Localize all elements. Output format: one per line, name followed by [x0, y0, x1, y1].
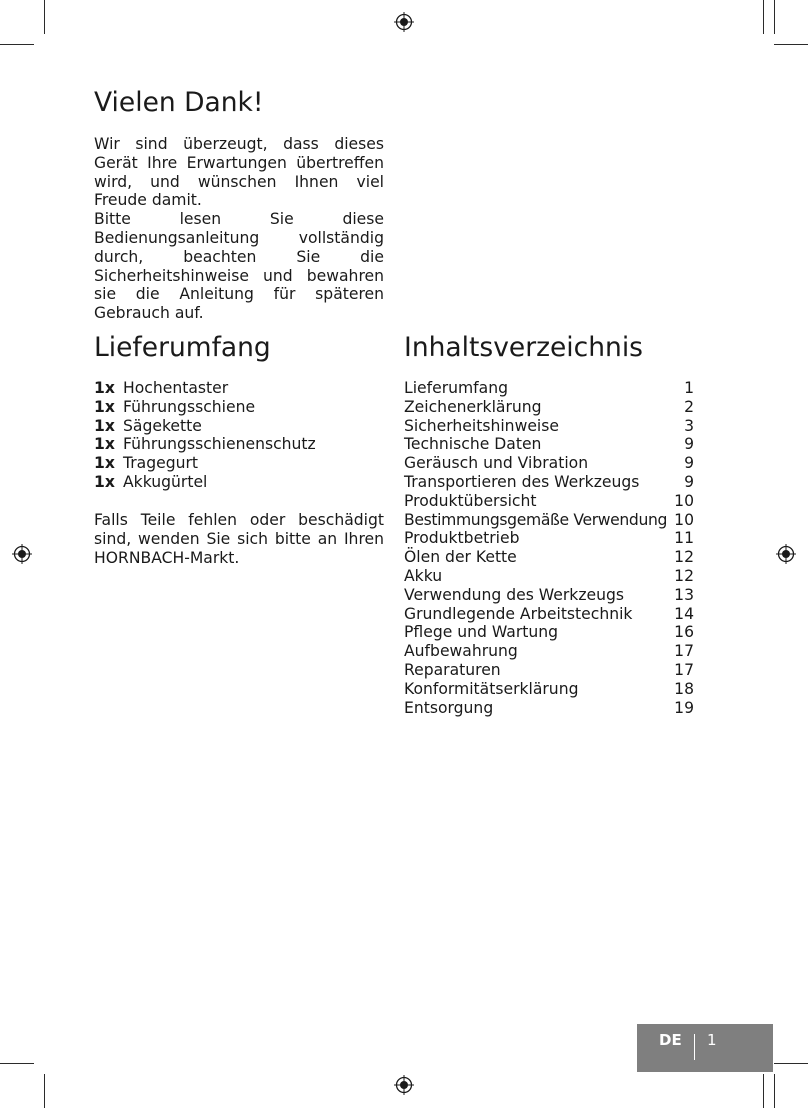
- toc-entry[interactable]: [404, 605, 694, 624]
- toc-entry[interactable]: [404, 417, 694, 436]
- item-quantity: 1x: [94, 454, 115, 473]
- toc-entry-page: 3: [684, 416, 694, 435]
- toc-entry-page: 10: [674, 491, 694, 510]
- crop-mark: [44, 1074, 45, 1108]
- item-quantity: 1x: [94, 472, 115, 491]
- list-item: [94, 473, 384, 492]
- list-item: [94, 454, 384, 473]
- toc-entry[interactable]: [404, 623, 694, 642]
- list-item: [94, 417, 384, 436]
- delivery-note-text: Falls Teile fehlen oder beschädigt sind, wenden Sie sich bitte an Ihren HORNBACH-Markt.: [94, 511, 384, 567]
- item-name: Führungsschiene: [123, 397, 256, 416]
- toc-entry-label: Produktübersicht: [404, 491, 537, 510]
- toc-entry[interactable]: [404, 529, 694, 548]
- crop-mark: [774, 1074, 775, 1108]
- toc-entry-page: 14: [674, 604, 694, 623]
- item-quantity: 1x: [94, 416, 115, 435]
- toc-entry-page: 16: [674, 623, 694, 642]
- table-of-contents: [404, 379, 694, 717]
- toc-entry[interactable]: [404, 398, 694, 417]
- toc-entry[interactable]: [404, 379, 694, 398]
- toc-entry-label: Lieferumfang: [404, 379, 509, 397]
- item-quantity: 1x: [94, 397, 115, 416]
- toc-entry-label: Produktbetrieb: [404, 529, 520, 548]
- item-name: Führungsschienenschutz: [123, 435, 316, 454]
- toc-entry[interactable]: [404, 699, 694, 718]
- toc-entry-label: Akku: [404, 566, 443, 585]
- toc-entry-label: Geräusch und Vibration: [404, 454, 589, 473]
- toc-entry[interactable]: [404, 567, 694, 586]
- toc-entry[interactable]: [404, 454, 694, 473]
- intro-text: [94, 135, 384, 323]
- toc-entry-label: Verwendung des Werkzeugs: [404, 585, 625, 604]
- crop-mark: [0, 44, 34, 45]
- toc-entry-page: 13: [674, 585, 694, 604]
- toc-entry-page: 12: [674, 566, 694, 585]
- crop-mark: [774, 1063, 808, 1064]
- crop-mark: [774, 0, 775, 34]
- registration-mark-icon: [12, 544, 32, 564]
- item-name: Tragegurt: [123, 454, 198, 473]
- page-number: 1: [707, 1031, 717, 1049]
- toc-entry-label: Entsorgung: [404, 698, 494, 717]
- crop-mark: [774, 44, 808, 45]
- toc-entry-page: 9: [684, 472, 694, 491]
- list-item: [94, 398, 384, 417]
- toc-entry-page: 10: [674, 510, 694, 529]
- toc-entry-page: 11: [674, 529, 694, 548]
- registration-mark-icon: [394, 1075, 414, 1095]
- toc-entry-page: 9: [684, 435, 694, 454]
- crop-mark: [44, 0, 45, 34]
- toc-entry[interactable]: [404, 492, 694, 511]
- item-quantity: 1x: [94, 435, 115, 454]
- toc-entry[interactable]: [404, 548, 694, 567]
- toc-entry-label: Pflege und Wartung: [404, 623, 559, 642]
- toc-entry-label: Ölen der Kette: [404, 548, 517, 567]
- intro-paragraph: Bitte lesen Sie diese Bedienungsanleitung vollständig durch, beachten Sie die Sicherheitshinweise und bewahren sie die Anleitung für späteren Gebrauch auf.: [94, 210, 384, 323]
- toc-entry-label: Zeichenerklärung: [404, 397, 542, 416]
- toc-entry-label: Grundlegende Arbeitstechnik: [404, 604, 633, 623]
- list-item: [94, 379, 384, 398]
- intro-title: Vielen Dank!: [94, 87, 264, 118]
- toc-entry[interactable]: [404, 661, 694, 680]
- toc-entry[interactable]: [404, 586, 694, 605]
- registration-mark-icon: [394, 12, 414, 32]
- item-name: Hochentaster: [123, 379, 229, 397]
- toc-entry-page: 2: [684, 397, 694, 416]
- toc-entry-label: Aufbewahrung: [404, 642, 518, 661]
- tab-divider: [694, 1034, 695, 1060]
- toc-entry-page: 18: [674, 679, 694, 698]
- delivery-title: Lieferumfang: [94, 332, 271, 363]
- toc-entry-page: 9: [684, 454, 694, 473]
- page-tab: [637, 1024, 773, 1072]
- registration-mark-icon: [776, 544, 796, 564]
- toc-entry-page: 12: [674, 548, 694, 567]
- item-name: Sägekette: [123, 416, 202, 435]
- toc-entry-page: 1: [684, 379, 694, 397]
- crop-mark: [763, 0, 764, 34]
- toc-entry-label: Bestimmungsgemäße Verwendung: [404, 510, 668, 529]
- toc-entry-label: Sicherheitshinweise: [404, 416, 559, 435]
- list-item: [94, 435, 384, 454]
- toc-entry[interactable]: [404, 511, 694, 530]
- language-code: DE: [659, 1031, 682, 1049]
- delivery-note: [94, 511, 384, 567]
- toc-entry-label: Reparaturen: [404, 660, 501, 679]
- toc-title: Inhaltsverzeichnis: [404, 332, 643, 363]
- toc-entry-page: 17: [674, 642, 694, 661]
- crop-mark: [763, 1074, 764, 1108]
- toc-entry-label: Konformitätserklärung: [404, 679, 579, 698]
- toc-entry[interactable]: [404, 642, 694, 661]
- toc-entry-page: 19: [674, 698, 694, 717]
- toc-entry-label: Transportieren des Werkzeugs: [404, 472, 640, 491]
- toc-entry[interactable]: [404, 680, 694, 699]
- delivery-list: [94, 379, 384, 492]
- toc-entry[interactable]: [404, 435, 694, 454]
- toc-entry-label: Technische Daten: [404, 435, 542, 454]
- toc-entry-page: 17: [674, 660, 694, 679]
- crop-mark: [0, 1063, 34, 1064]
- toc-entry[interactable]: [404, 473, 694, 492]
- intro-paragraph: Wir sind überzeugt, dass dieses Gerät Ihre Erwartungen übertreffen wird, und wünschen Ihnen viel Freude damit.: [94, 135, 384, 210]
- item-quantity: 1x: [94, 379, 115, 397]
- item-name: Akkugürtel: [123, 472, 208, 491]
